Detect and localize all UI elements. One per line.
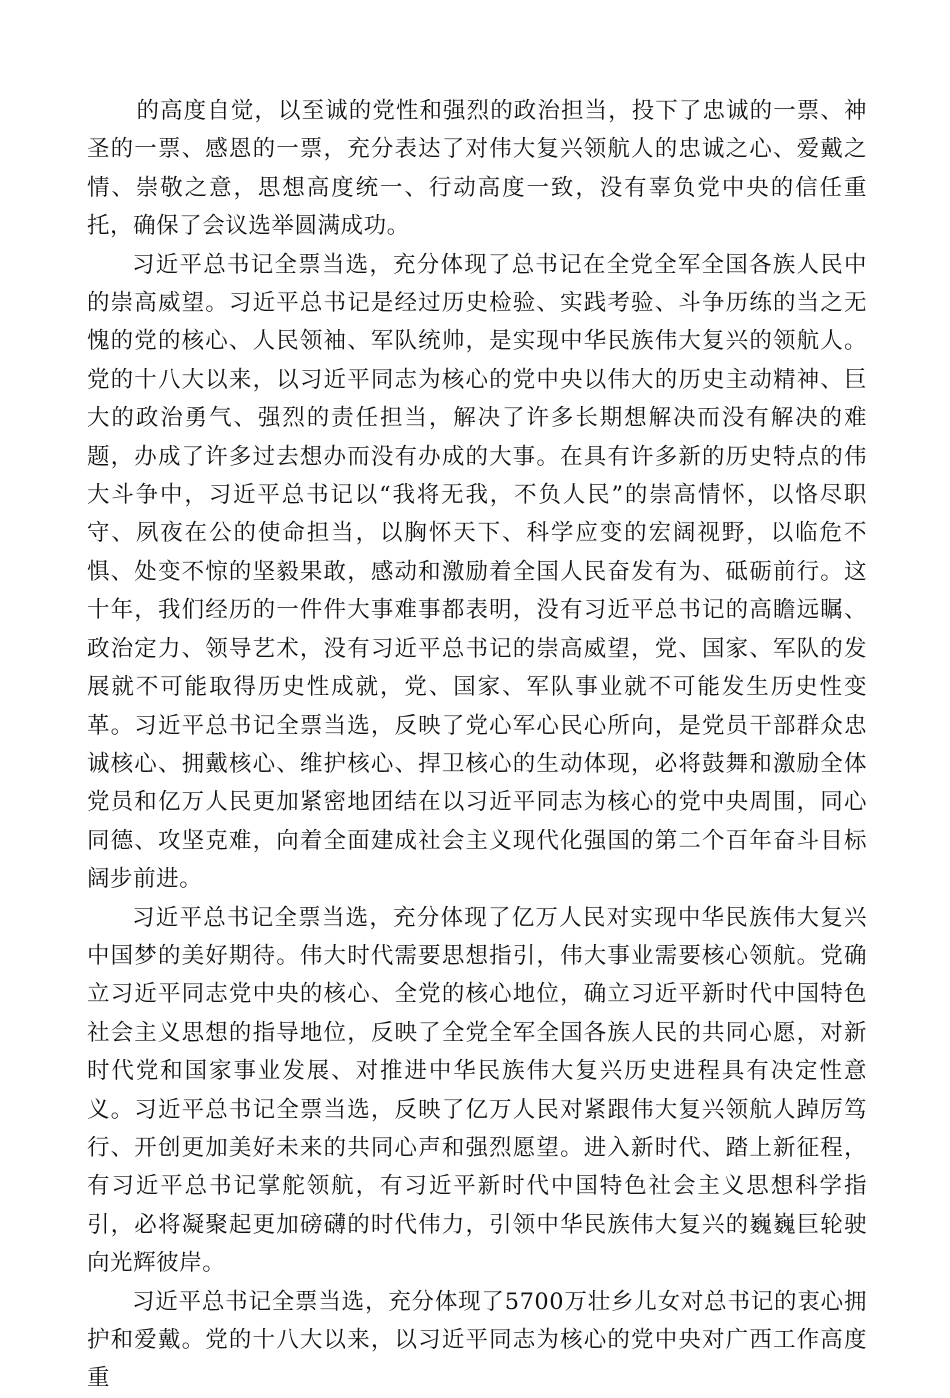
paragraph-guangxi-support: 习近平总书记全票当选，充分体现了5700万壮乡儿女对总书记的衷心拥护和爱戴。党的十八大以来，以习近平同志为核心的党中央对广西工作高度重 bbox=[87, 1288, 867, 1392]
paragraph-continuation: 的高度自觉，以至诚的党性和强烈的政治担当，投下了忠诚的一票、神圣的一票、感恩的一票，充分表达了对伟大复兴领航人的忠诚之心、爱戴之情、崇敬之意，思想高度统一、行动高度一致，没有辜负党中央的信任重托，确保了会议选举圆满成功。 bbox=[87, 98, 867, 240]
paragraph-people-expectation: 习近平总书记全票当选，充分体现了亿万人民对实现中华民族伟大复兴中国梦的美好期待。伟大时代需要思想指引，伟大事业需要核心领航。党确立习近平同志党中央的核心、全党的核心地位，确立习近平新时代中国特色社会主义思想的指导地位，反映了全党全军全国各族人民的共同心愿，对新时代党和国家事业发展、对推进中华民族伟大复兴历史进程具有决定性意义。习近平总书记全票当选，反映了亿万人民对紧跟伟大复兴领航人踔厉笃行、开创更加美好未来的共同心声和强烈愿望。进入新时代、踏上新征程，有习近平总书记掌舵领航，有习近平新时代中国特色社会主义思想科学指引，必将凝聚起更加磅礴的时代伟力，引领中华民族伟大复兴的巍巍巨轮驶向光辉彼岸。 bbox=[87, 904, 867, 1277]
document-body bbox=[87, 92, 867, 1398]
paragraph-general-secretary-prestige: 习近平总书记全票当选，充分体现了总书记在全党全军全国各族人民中的崇高威望。习近平总书记是经过历史检验、实践考验、斗争历练的当之无愧的党的核心、人民领袖、军队统帅，是实现中华民族伟大复兴的领航人。党的十八大以来，以习近平同志为核心的党中央以伟大的历史主动精神、巨大的政治勇气、强烈的责任担当，解决了许多长期想解决而没有解决的难题，办成了许多过去想办而没有办成的大事。在具有许多新的历史特点的伟大斗争中，习近平总书记以“我将无我，不负人民”的崇高情怀，以恪尽职守、夙夜在公的使命担当，以胸怀天下、科学应变的宏阔视野，以临危不惧、处变不惊的坚毅果敢，感动和激励着全国人民奋发有为、砥砺前行。这十年，我们经历的一件件大事难事都表明，没有习近平总书记的高瞻远瞩、政治定力、领导艺术，没有习近平总书记的崇高威望，党、国家、军队的发展就不可能取得历史性成就，党、国家、军队事业就不可能发生历史性变革。习近平总书记全票当选，反映了党心军心民心所向，是党员干部群众忠诚核心、拥戴核心、维护核心、捍卫核心的生动体现，必将鼓舞和激励全体党员和亿万人民更加紧密地团结在以习近平同志为核心的党中央周围，同心同德、攻坚克难，向着全面建成社会主义现代化强国的第二个百年奋斗目标阔步前进。 bbox=[87, 251, 867, 893]
